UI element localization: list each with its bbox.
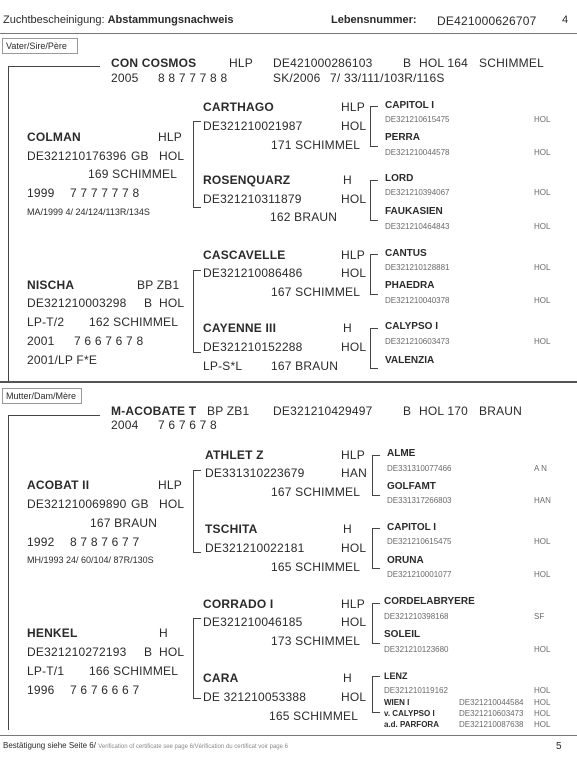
nischa-studbook: HOL <box>159 296 185 310</box>
bracket-athlet <box>372 455 373 495</box>
rosenquarz-number-color: 162 BRAUN <box>270 210 338 224</box>
acobat-breed: HLP <box>158 478 182 492</box>
corrado-name: CORRADO I <box>203 597 274 611</box>
athlet-studbook: HAN <box>341 466 367 480</box>
header-divider <box>0 33 577 34</box>
cantus-id: DE321210128881 <box>385 263 450 272</box>
bracket-tschita-bottom <box>372 568 380 569</box>
carthago-studbook: HOL <box>341 119 367 133</box>
cara-id: DE 321210053388 <box>203 690 307 704</box>
sire-top-line <box>8 66 100 67</box>
bracket-cayenne <box>370 328 371 368</box>
dam-sex: B <box>403 404 412 418</box>
corrado-breed: HLP <box>341 597 365 611</box>
golfamt-id: DE331317266803 <box>387 496 452 505</box>
faukasien-studbook: HOL <box>534 222 551 231</box>
athlet-number-color: 167 SCHIMMEL <box>271 485 361 499</box>
phaedra-name: PHAEDRA <box>385 280 435 291</box>
valenzia-name: VALENZIA <box>385 355 435 366</box>
bracket-acobat <box>193 470 194 552</box>
wien-studbook: HOL <box>534 698 551 707</box>
cayenne-id: DE321210152288 <box>203 340 303 354</box>
bracket-tschita-top <box>372 528 380 529</box>
cordelabryere-id: DE321210398168 <box>384 612 449 621</box>
cascavelle-id: DE321210086486 <box>203 266 303 280</box>
capitol2-name: CAPITOL I <box>387 522 437 533</box>
perra-studbook: HOL <box>534 148 551 157</box>
henkel-studbook: HOL <box>159 645 185 659</box>
calypso2-id: DE321210603473 <box>459 709 524 718</box>
bracket-cayenne-top <box>370 328 378 329</box>
cara-number-color: 165 SCHIMMEL <box>269 709 359 723</box>
athlet-name: ATHLET Z <box>205 448 264 462</box>
corrado-number-color: 173 SCHIMMEL <box>271 634 361 648</box>
henkel-sex: B <box>144 645 153 659</box>
cordelabryere-studbook: SF <box>534 612 545 621</box>
phaedra-studbook: HOL <box>534 296 551 305</box>
sire-perf: SK/2006 <box>273 71 321 85</box>
sire-sire-id: DE321210176396 <box>27 149 127 163</box>
footer-note-main: Bestätigung siehe Seite 6/ <box>3 741 96 750</box>
nischa-breed: BP ZB1 <box>137 278 180 292</box>
carthago-number-color: 171 SCHIMMEL <box>271 138 361 152</box>
dam-scores: 7 6 7 6 7 8 <box>158 418 217 432</box>
bracket-colman-top <box>193 121 201 122</box>
henkel-scores: 7 6 7 6 6 6 7 <box>70 683 140 697</box>
bracket-cascavelle-bottom <box>370 294 378 295</box>
lenz-name: LENZ <box>384 671 408 681</box>
soleil-studbook: HOL <box>534 645 551 654</box>
nischa-name: NISCHA <box>27 278 75 292</box>
sire-year: 2005 <box>111 71 139 85</box>
cara-studbook: HOL <box>341 690 367 704</box>
athlet-id: DE331310223679 <box>205 466 305 480</box>
bracket-rosenquarz-bottom <box>370 220 378 221</box>
soleil-name: SOLEIL <box>384 629 421 640</box>
alme-studbook: A N <box>534 464 547 473</box>
bracket-nischa <box>193 270 194 352</box>
cascavelle-number-color: 167 SCHIMMEL <box>271 285 361 299</box>
footer-note-small: Verification of certificate see page 6/Vérification du certificat voir page 6 <box>98 744 288 750</box>
cascavelle-studbook: HOL <box>341 266 367 280</box>
cayenne-studbook: HOL <box>341 340 367 354</box>
title-prefix: Zuchtbescheinigung: <box>3 14 105 26</box>
henkel-perf: LP-T/1 <box>27 664 65 678</box>
lenz-studbook: HOL <box>534 686 551 695</box>
bracket-tschita <box>372 528 373 568</box>
phaedra-id: DE321210040378 <box>385 296 450 305</box>
bracket-cara <box>372 676 373 712</box>
bracket-nischa-bottom <box>193 352 201 353</box>
nischa-year: 2001 <box>27 334 55 348</box>
bracket-athlet-top <box>372 455 380 456</box>
bracket-athlet-bottom <box>372 495 380 496</box>
cayenne-breed: H <box>343 321 352 335</box>
tschita-name: TSCHITA <box>205 522 258 536</box>
bracket-corrado-top <box>372 603 380 604</box>
oruna-id: DE321210001077 <box>387 570 452 579</box>
lord-name: LORD <box>385 173 414 184</box>
cascavelle-breed: HLP <box>341 248 365 262</box>
footer-divider <box>0 735 577 736</box>
acobat-number-color: 167 BRAUN <box>90 516 158 530</box>
cascavelle-name: CASCAVELLE <box>203 248 286 262</box>
bracket-acobat-top <box>193 470 201 471</box>
wien-name: WIEN I <box>384 698 410 707</box>
capitol2-id: DE321210615475 <box>387 537 452 546</box>
henkel-id: DE321210272193 <box>27 645 127 659</box>
tschita-id: DE321210022181 <box>205 541 305 555</box>
nischa-number-color: 162 SCHIMMEL <box>89 315 179 329</box>
bracket-rosenquarz <box>370 180 371 220</box>
capitol-id: DE321210615475 <box>385 115 450 124</box>
acobat-id: DE321210069890 <box>27 497 127 511</box>
acobat-book: GB <box>131 497 149 511</box>
carthago-id: DE321210021987 <box>203 119 303 133</box>
perra-name: PERRA <box>385 132 421 143</box>
dam-color: BRAUN <box>479 404 523 418</box>
sire-id: DE421000286103 <box>273 56 373 70</box>
capitol-studbook: HOL <box>534 115 551 124</box>
parfora-studbook: HOL <box>534 720 551 729</box>
cayenne-number-color: 167 BRAUN <box>271 359 339 373</box>
faukasien-id: DE321210464843 <box>385 222 450 231</box>
carthago-breed: HLP <box>341 100 365 114</box>
sire-sire-breed: HLP <box>158 130 182 144</box>
sire-sire-year: 1999 <box>27 186 55 200</box>
dam-top-line <box>8 415 100 416</box>
alme-name: ALME <box>387 448 416 459</box>
section-divider <box>0 381 577 383</box>
sire-sex: B <box>403 56 412 70</box>
bracket-cayenne-bottom <box>370 368 378 369</box>
bracket-rosenquarz-top <box>370 180 378 181</box>
sire-section-label: Vater/Sire/Père <box>6 41 67 51</box>
bracket-cascavelle <box>370 254 371 294</box>
perra-id: DE321210044578 <box>385 148 450 157</box>
life-number: DE421000626707 <box>437 14 537 28</box>
capitol2-studbook: HOL <box>534 537 551 546</box>
henkel-number-color: 166 SCHIMMEL <box>89 664 179 678</box>
bracket-cara-top <box>372 676 380 677</box>
henkel-breed: H <box>159 626 168 640</box>
document-title <box>3 15 234 26</box>
acobat-year: 1992 <box>27 535 55 549</box>
nischa-id: DE321210003298 <box>27 296 127 310</box>
sire-name: CON COSMOS <box>111 56 197 70</box>
cayenne-perf: LP-S*L <box>203 359 243 373</box>
tschita-breed: H <box>343 522 352 536</box>
cordelabryere-name: CORDELABRYERE <box>384 596 475 607</box>
life-number-label: Lebensnummer: <box>331 14 417 26</box>
bracket-colman <box>193 121 194 207</box>
bracket-henkel-bottom <box>193 698 201 699</box>
bracket-cascavelle-top <box>370 254 378 255</box>
parfora-id: DE321210087638 <box>459 720 524 729</box>
dam-id: DE321210429497 <box>273 404 373 418</box>
page-number-top: 4 <box>562 14 569 26</box>
cantus-studbook: HOL <box>534 263 551 272</box>
cantus-name: CANTUS <box>385 248 427 259</box>
bracket-henkel <box>193 618 194 698</box>
rosenquarz-name: ROSENQUARZ <box>203 173 291 187</box>
bracket-corrado <box>372 603 373 643</box>
bracket-cara-bottom <box>372 712 380 713</box>
tschita-number-color: 165 SCHIMMEL <box>271 560 361 574</box>
bracket-carthago <box>370 106 371 146</box>
dam-section-label: Mutter/Dam/Mère <box>6 391 77 401</box>
golfamt-studbook: HAN <box>534 496 551 505</box>
corrado-studbook: HOL <box>341 615 367 629</box>
dam-name: M-ACOBATE T <box>111 404 197 418</box>
sire-sire-book: GB <box>131 149 149 163</box>
bracket-nischa-top <box>193 270 201 271</box>
sire-color: SCHIMMEL <box>479 56 544 70</box>
cara-name: CARA <box>203 671 239 685</box>
calypso-id: DE321210603473 <box>385 337 450 346</box>
dam-breed: BP ZB1 <box>207 404 250 418</box>
bracket-henkel-top <box>193 618 201 619</box>
capitol-name: CAPITOL I <box>385 100 435 111</box>
nischa-scores: 7 6 6 7 6 7 8 <box>74 334 144 348</box>
acobat-name: ACOBAT II <box>27 478 90 492</box>
acobat-studbook: HOL <box>159 497 185 511</box>
sire-sire-perf: MA/1999 4/ 24/124/113R/134S <box>27 207 150 217</box>
bracket-colman-bottom <box>193 207 201 208</box>
corrado-id: DE321210046185 <box>203 615 303 629</box>
athlet-breed: HLP <box>341 448 365 462</box>
bracket-acobat-bottom <box>193 552 201 553</box>
lord-id: DE321210394067 <box>385 188 450 197</box>
sire-scores: 8 8 7 7 7 8 8 <box>158 71 228 85</box>
bracket-carthago-bottom <box>370 146 378 147</box>
carthago-name: CARTHAGO <box>203 100 274 114</box>
bracket-corrado-bottom <box>372 643 380 644</box>
calypso-studbook: HOL <box>534 337 551 346</box>
rosenquarz-id: DE321210311879 <box>203 192 302 206</box>
cara-breed: H <box>343 671 352 685</box>
cayenne-name: CAYENNE III <box>203 321 277 335</box>
henkel-name: HENKEL <box>27 626 78 640</box>
alme-id: DE331310077466 <box>387 464 452 473</box>
sire-sire-scores: 7 7 7 7 7 7 8 <box>70 186 140 200</box>
faukasien-name: FAUKASIEN <box>385 206 443 217</box>
soleil-id: DE321210123680 <box>384 645 449 654</box>
dam-studbook: HOL 170 <box>419 404 468 418</box>
calypso2-name: v. CALYPSO I <box>384 709 435 718</box>
sire-sire-name: COLMAN <box>27 130 81 144</box>
acobat-perf: MH/1993 24/ 60/104/ 87R/130S <box>27 555 154 565</box>
sire-breed: HLP <box>229 56 253 70</box>
page-number-bottom: 5 <box>556 741 562 752</box>
calypso2-studbook: HOL <box>534 709 551 718</box>
acobat-scores: 8 7 8 7 6 7 7 <box>70 535 140 549</box>
sire-section-bracket <box>8 66 9 382</box>
wien-id: DE321210044584 <box>459 698 524 707</box>
nischa-perf2: 2001/LP F*E <box>27 353 98 367</box>
lord-studbook: HOL <box>534 188 551 197</box>
tschita-studbook: HOL <box>341 541 367 555</box>
dam-year: 2004 <box>111 418 139 432</box>
dam-section-bracket <box>8 415 9 730</box>
oruna-studbook: HOL <box>534 570 551 579</box>
golfamt-name: GOLFAMT <box>387 481 436 492</box>
oruna-name: ORUNA <box>387 555 424 566</box>
bracket-carthago-top <box>370 106 378 107</box>
rosenquarz-breed: H <box>343 173 352 187</box>
sire-studbook: HOL 164 <box>419 56 468 70</box>
sire-perf-detail: 7/ 33/111/103R/116S <box>330 71 445 85</box>
sire-sire-studbook: HOL <box>159 149 185 163</box>
sire-sire-number-color: 169 SCHIMMEL <box>88 167 178 181</box>
lenz-id: DE321210119162 <box>384 686 448 695</box>
footer-note <box>3 742 288 750</box>
nischa-sex: B <box>144 296 153 310</box>
title-main: Abstammungsnachweis <box>107 14 234 26</box>
parfora-name: a.d. PARFORA <box>384 720 439 729</box>
nischa-perf1: LP-T/2 <box>27 315 65 329</box>
henkel-year: 1996 <box>27 683 55 697</box>
rosenquarz-studbook: HOL <box>341 192 367 206</box>
calypso-name: CALYPSO I <box>385 321 438 332</box>
